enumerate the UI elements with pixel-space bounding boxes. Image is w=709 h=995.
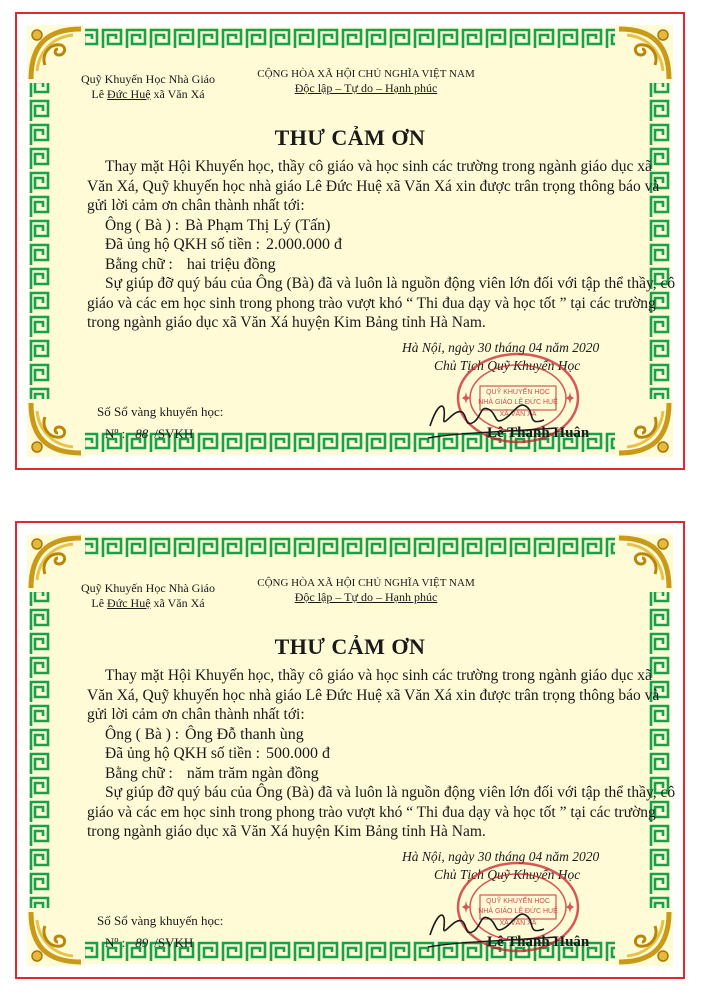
organization-header <box>73 581 223 611</box>
intro-paragraph: Thay mặt Hội Khuyến học, thầy cô giáo và học sinh các trường trong ngành giáo dục xã Văn Xá, Quỹ khuyến học nhà giáo Lê Đức Huệ xã Văn Xá xin được trân trọng thông báo và gửi lời cảm ơn chân thành nhất tới: <box>87 158 660 214</box>
certificate-title: THƯ CẢM ƠN <box>274 634 426 659</box>
amount-words-row <box>87 255 677 275</box>
issue-date: Hà Nội, ngày 30 tháng 04 năm 2020 <box>402 849 600 864</box>
signer-role: Chủ Tịch Quỹ Khuyến Học <box>434 867 581 882</box>
donor-name-row <box>87 216 677 236</box>
number-value: 88 <box>135 426 149 441</box>
issue-date: Hà Nội, ngày 30 tháng 04 năm 2020 <box>402 340 600 355</box>
organization-header <box>73 72 223 102</box>
national-motto <box>251 576 481 604</box>
org-line-2 <box>73 87 223 102</box>
signer-role: Chủ Tịch Quỹ Khuyến Học <box>434 358 581 373</box>
golden-book-number <box>105 935 193 951</box>
signer-name: Lê Thanh Huân <box>487 425 590 441</box>
donor-name-label: Ông ( Bà ) : <box>105 216 180 234</box>
corner-ornament-icon <box>615 399 673 457</box>
certificate-title: THƯ CẢM ƠN <box>274 125 426 150</box>
certificate-body <box>87 157 677 333</box>
org-line-1: Quỹ Khuyến Học Nhà Giáo <box>81 72 215 86</box>
amount-row <box>87 235 677 255</box>
amount-words-label: Bằng chữ : <box>105 255 173 273</box>
amount-words-row <box>87 764 677 784</box>
amount-row <box>87 744 677 764</box>
number-label: Nº : <box>105 935 126 950</box>
number-label: Nº : <box>105 426 126 441</box>
certificate-body <box>87 666 677 842</box>
nation-line-2: Độc lập – Tự do – Hạnh phúc <box>294 81 438 95</box>
corner-ornament-icon <box>615 25 673 83</box>
golden-book-label: Số Sổ vàng khuyến học: <box>97 913 224 928</box>
corner-ornament-icon <box>615 908 673 966</box>
org-line-2-underlined: Đức Huệ <box>107 596 151 610</box>
signer-name: Lê Thanh Huân <box>487 934 590 950</box>
org-line-1: Quỹ Khuyến Học Nhà Giáo <box>81 581 215 595</box>
svg-text:QUỸ KHUYẾN HỌC: QUỸ KHUYẾN HỌC <box>486 389 550 396</box>
thank-you-certificate-2 <box>15 521 685 979</box>
thank-you-certificate-1 <box>15 12 685 470</box>
greek-key-border-left <box>29 27 51 455</box>
decorative-frame <box>29 536 676 964</box>
donor-name-row <box>87 725 677 745</box>
svg-text:NHÀ GIÁO LÊ ĐỨC HUỆ: NHÀ GIÁO LÊ ĐỨC HUỆ <box>478 399 558 406</box>
golden-book-label: Số Sổ vàng khuyến học: <box>97 404 224 419</box>
greek-key-border-top <box>29 27 671 51</box>
amount-words-value: năm trăm ngàn đồng <box>186 764 319 782</box>
org-line-2-underlined: Đức Huệ <box>107 87 151 101</box>
corner-ornament-icon <box>27 908 85 966</box>
golden-book-number <box>105 426 193 442</box>
number-suffix: /SVKH <box>154 426 194 441</box>
amount-label: Đã ủng hộ QKH số tiền : <box>105 745 260 762</box>
svg-text:XÃ VĂN XÁ: XÃ VĂN XÁ <box>499 411 537 418</box>
number-value: 89 <box>135 935 149 950</box>
decorative-frame <box>29 27 676 455</box>
greek-key-border-top <box>29 536 671 560</box>
corner-ornament-icon <box>27 399 85 457</box>
org-line-2 <box>73 596 223 611</box>
number-suffix: /SVKH <box>154 935 194 950</box>
donor-name-label: Ông ( Bà ) : <box>105 725 180 743</box>
donor-name-value: Ông Đỗ thanh ùng <box>185 725 304 743</box>
amount-words-label: Bằng chữ : <box>105 764 173 782</box>
org-line-2-pre: Lê <box>91 596 108 610</box>
closing-paragraph: Sự giúp đỡ quý báu của Ông (Bà) đã và luôn là nguồn động viên lớn đối với tập thể thầy, cô giáo và các em học sinh trong phong trào vượt khó “ Thi đua dạy và học tốt ” tại các trường trong ngành giáo dục xã Văn Xá huyện Kim Bảng tỉnh Hà Nam. <box>87 784 676 840</box>
national-motto <box>251 67 481 95</box>
nation-line-1: CỘNG HÒA XÃ HỘI CHỦ NGHĨA VIỆT NAM <box>257 68 475 80</box>
svg-text:NHÀ GIÁO LÊ ĐỨC HUỆ: NHÀ GIÁO LÊ ĐỨC HUỆ <box>478 908 558 915</box>
closing-paragraph: Sự giúp đỡ quý báu của Ông (Bà) đã và luôn là nguồn động viên lớn đối với tập thể thầy, cô giáo và các em học sinh trong phong trào vượt khó “ Thi đua dạy và học tốt ” tại các trường trong ngành giáo dục xã Văn Xá huyện Kim Bảng tỉnh Hà Nam. <box>87 275 676 331</box>
org-line-2-pre: Lê <box>91 87 108 101</box>
amount-label: Đã ủng hộ QKH số tiền : <box>105 236 260 253</box>
amount-value: 2.000.000 đ <box>266 236 342 253</box>
nation-line-1: CỘNG HÒA XÃ HỘI CHỦ NGHĨA VIỆT NAM <box>257 577 475 589</box>
donor-name-value: Bà Phạm Thị Lý (Tấn) <box>185 216 331 234</box>
corner-ornament-icon <box>615 534 673 592</box>
nation-line-2: Độc lập – Tự do – Hạnh phúc <box>294 590 438 604</box>
greek-key-border-left <box>29 536 51 964</box>
svg-text:XÃ VĂN XÁ: XÃ VĂN XÁ <box>499 920 537 927</box>
org-line-2-post: xã Văn Xá <box>150 596 205 610</box>
intro-paragraph: Thay mặt Hội Khuyến học, thầy cô giáo và học sinh các trường trong ngành giáo dục xã Văn Xá, Quỹ khuyến học nhà giáo Lê Đức Huệ xã Văn Xá xin được trân trọng thông báo và gửi lời cảm ơn chân thành nhất tới: <box>87 667 660 723</box>
amount-words-value: hai triệu đồng <box>186 255 276 273</box>
org-line-2-post: xã Văn Xá <box>150 87 205 101</box>
svg-text:QUỸ KHUYẾN HỌC: QUỸ KHUYẾN HỌC <box>486 898 550 905</box>
amount-value: 500.000 đ <box>266 745 330 762</box>
